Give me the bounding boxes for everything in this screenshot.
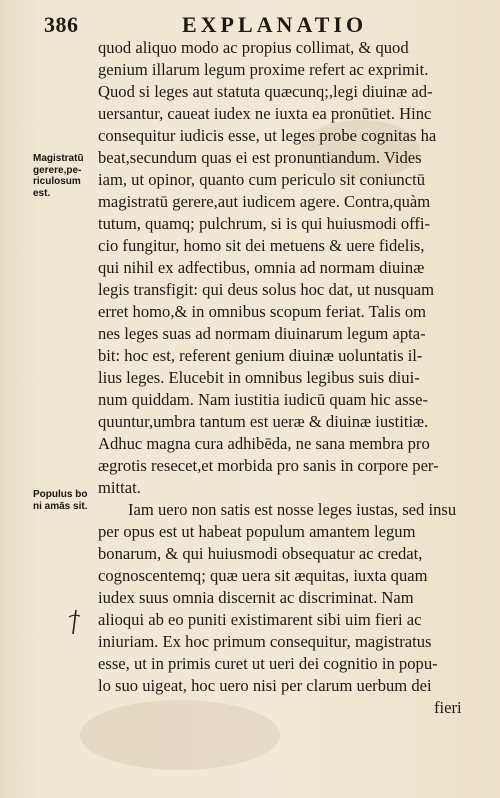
text-line: quuntur,umbra tantum est ueræ & diuinæ iustitiæ. [98,412,429,431]
text-line: nes leges suas ad normam diuinarum legum apta- [98,324,426,343]
text-line: lius leges. Elucebit in omnibus legibus suis diui- [98,368,420,387]
text-line: alioqui ab eo puniti existimarent sibi uim fieri ac [98,610,422,629]
text-line: Quod si leges aut statuta quæcunq;,legi diuinæ ad- [98,82,433,101]
text-line: erret homo,& in omnibus scopum feriat. Talis om [98,302,427,321]
margin-note-line: ni amās sit. [33,500,88,512]
text-line: iudex suus omnia discernit ac discriminat. Nam [98,588,414,607]
margin-note-line: Populus bo [33,489,88,500]
text-line: bit: hoc est, referent genium diuinæ uoluntatis il- [98,346,423,365]
text-line: bonarum, & qui huiusmodi obsequatur ac credat, [98,544,423,563]
text-line: magistratū gerere,aut iudicem agere. Contra,quàm [98,192,431,211]
text-line: tutum, quamq; pulchrum, si is qui huiusmodi offi- [98,214,431,233]
catchword: fieri [434,698,462,717]
margin-note-line: riculosum [33,176,81,187]
text-line: uersantur, caueat iudex ne iuxta ea pronūtiet. Hinc [98,104,432,123]
margin-note [33,153,84,199]
text-line: cio fungitur, homo sit dei metuens & uere fidelis, [98,236,425,255]
text-line: cognoscentemq; quæ uera sit æquitas, iuxta quam [98,566,428,585]
text-line: legis transfigit: qui deus solus hoc dat, ut nusquam [98,280,434,299]
handwritten-mark-icon [66,608,84,638]
text-line: qui nihil ex adfectibus, omnia ad normam diuinæ [98,258,425,277]
text-line: num quiddam. Nam iustitia iudicū quam hic asse- [98,390,428,409]
text-line: esse, ut in primis curet ut ueri dei cognitio in popu- [98,654,438,673]
page-number: 386 [44,12,79,37]
text-line: Iam uero non satis est nosse leges iustas, sed insu [128,500,457,519]
margin-note [33,489,87,512]
text-line: per opus est ut habeat populum amantem legum [98,522,416,541]
margin-note-line: gerere,pe- [33,164,82,176]
text-line: lo suo uigeat, hoc uero nisi per clarum uerbum dei [98,676,432,695]
text-line: quod aliquo modo ac propius collimat, & quod [98,38,409,57]
text-line: mittat. [98,478,141,497]
text-line: genium illarum legum proxime refert ac exprimit. [98,60,429,79]
text-line: iniuriam. Ex hoc primum consequitur, magistratus [98,632,432,651]
margin-note-line: est. [33,187,51,199]
text-line: consequitur iudicis esse, ut leges probe cognitas ha [98,126,437,145]
margin-note-line: Magistratū [33,153,84,164]
text-line: beat,secundum quas ei est pronuntiandum. Vides [98,148,422,167]
text-line: ægrotis resecet,et morbida pro sanis in corpore per- [98,456,439,475]
text-line: iam, ut opinor, quanto cum periculo sit coniunctū [98,170,425,189]
running-title: EXPLANATIO [182,12,368,37]
text-line: Adhuc magna cura adhibēda, ne sana membra pro [98,434,430,453]
